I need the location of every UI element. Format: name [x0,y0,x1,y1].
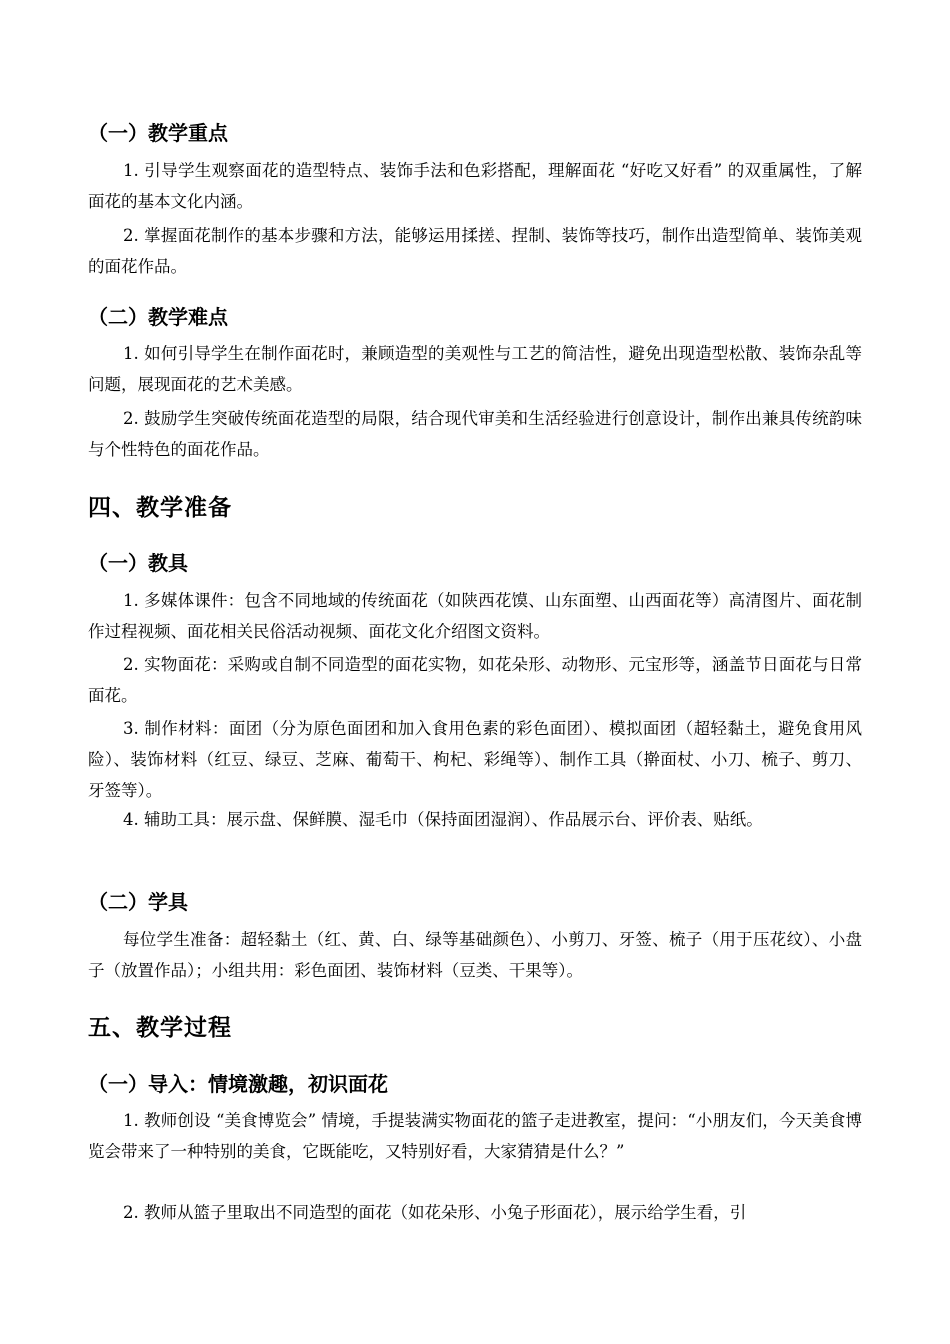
paragraph-student-materials: 每位学生准备：超轻黏土（红、黄、白、绿等基础颜色）、小剪刀、牙签、梳子（用于压花纹）、小盘子（放置作品）；小组共用：彩色面团、装饰材料（豆类、干果等）。 [88,930,862,980]
paragraph-focus-1: 1. 引导学生观察面花的造型特点、装饰手法和色彩搭配，理解面花 “好吃又好看” 的双重属性，了解面花的基本文化内涵。 [88,161,862,211]
paragraph-aids-1: 1. 多媒体课件：包含不同地域的传统面花（如陕西花馍、山东面塑、山西面花等）高清图片、面花制作过程视频、面花相关民俗活动视频、面花文化介绍图文资料。 [88,591,862,641]
paragraph-intro-2: 2. 教师从篮子里取出不同造型的面花（如花朵形、小兔子形面花），展示给学生看，引 [123,1203,747,1222]
paragraph-focus-2: 2. 掌握面花制作的基本步骤和方法，能够运用揉搓、捏制、装饰等技巧，制作出造型简单、装饰美观的面花作品。 [88,226,862,276]
paragraph-difficulty-2: 2. 鼓励学生突破传统面花造型的局限，结合现代审美和生活经验进行创意设计，制作出兼具传统韵味与个性特色的面花作品。 [88,409,862,459]
paragraph-aids-4: 4. 辅助工具：展示盘、保鲜膜、湿毛巾（保持面团湿润）、作品展示台、评价表、贴纸。 [123,810,763,829]
paragraph-aids-2: 2. 实物面花：采购或自制不同造型的面花实物，如花朵形、动物形、元宝形等，涵盖节日面花与日常面花。 [88,655,862,705]
paragraph-aids-3: 3. 制作材料：面团（分为原色面团和加入食用色素的彩色面团）、模拟面团（超轻黏土，避免食用风险）、装饰材料（红豆、绿豆、芝麻、葡萄干、枸杞、彩绳等）、制作工具（擀面杖、小刀、梳子、剪刀、牙签等）。 [88,719,862,800]
heading-student-materials: （二）学具 [88,890,188,914]
heading-teaching-focus: （一）教学重点 [88,121,228,145]
paragraph-intro-1: 1. 教师创设 “美食博览会” 情境，手提装满实物面花的篮子走进教室，提问：“小朋友们，今天美食博览会带来了一种特别的美食，它既能吃，又特别好看，大家猜猜是什么？” [88,1111,862,1161]
heading-teaching-aids: （一）教具 [88,551,188,575]
paragraph-difficulty-1: 1. 如何引导学生在制作面花时，兼顾造型的美观性与工艺的简洁性，避免出现造型松散、装饰杂乱等问题，展现面花的艺术美感。 [88,344,862,394]
heading-teaching-preparation: 四、教学准备 [88,495,232,521]
heading-teaching-difficulty: （二）教学难点 [88,305,228,329]
heading-introduction: （一）导入：情境激趣，初识面花 [88,1072,388,1096]
heading-teaching-process: 五、教学过程 [88,1015,232,1041]
